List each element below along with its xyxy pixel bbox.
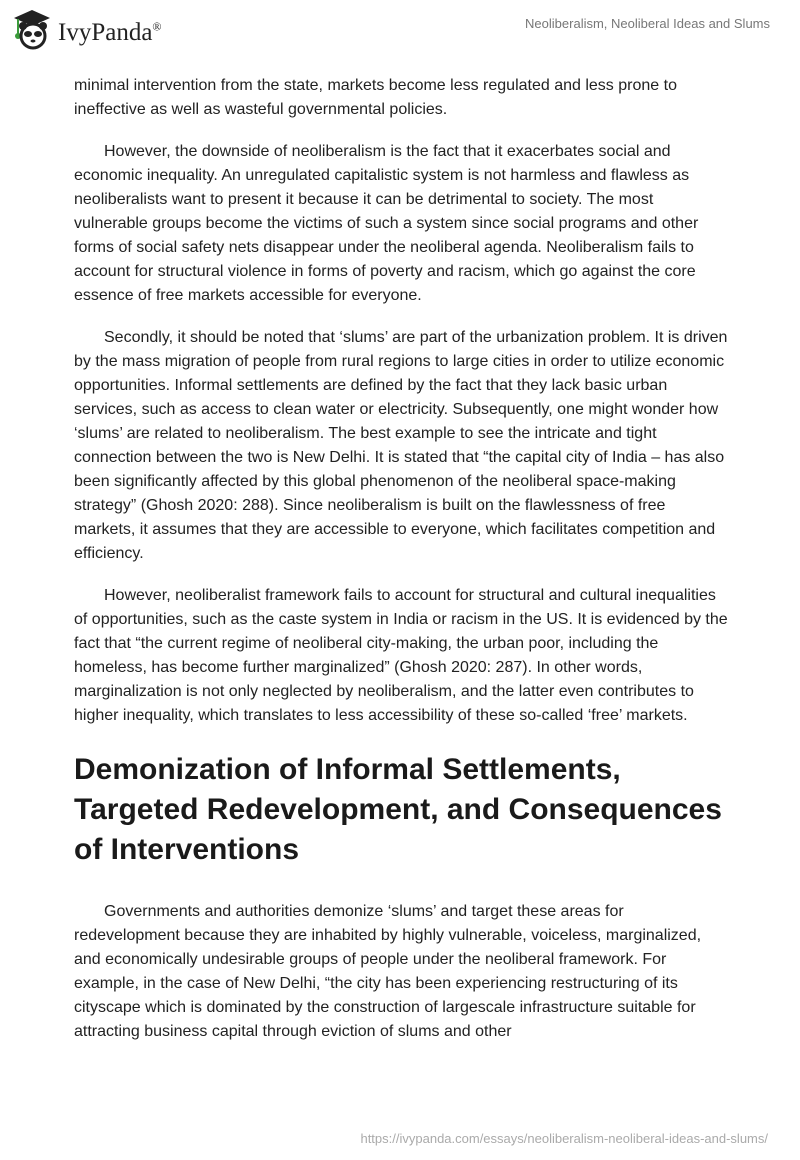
document-title: Neoliberalism, Neoliberal Ideas and Slums (525, 16, 770, 31)
page-header (0, 0, 800, 60)
paragraph: Governments and authorities demonize ‘slums’ and target these areas for redevelopment because they are inhabited by highly vulnerable, voiceless, marginalized, and economically undesirable groups of people under the neoliberal framework. For example, in the case of New Delhi, “the city has been experiencing restructuring of its cityscape which is dominated by the construction of largescale infrastructure suitable for attracting business capital through eviction of slums and other (74, 903, 702, 1040)
panda-graduate-icon (12, 8, 52, 50)
paragraph: minimal intervention from the state, markets become less regulated and less prone to ineffective as well as wasteful governmental policies. (74, 77, 677, 118)
source-url[interactable]: https://ivypanda.com/essays/neoliberalism-neoliberal-ideas-and-slums/ (360, 1131, 768, 1146)
section-heading: Demonization of Informal Settlements, Targeted Redevelopment, and Consequences of Interventions (74, 753, 722, 866)
ivypanda-logo[interactable] (12, 8, 162, 50)
essay-body (74, 74, 730, 1062)
paragraph: However, neoliberalist framework fails to account for structural and cultural inequalities of opportunities, such as the caste system in India or racism in the US. It is evidenced by the fact that “the current regime of neoliberal city-making, the urban poor, including the homeless, has become further marginalized” (Ghosh 2020: 287). In other words, marginalization is not only neglected by neoliberalism, and the latter even contributes to higher inequality, which translates to less accessibility of these so-called ‘free’ markets. (74, 587, 728, 724)
logo-text: IvyPanda® (58, 19, 162, 46)
paragraph: Secondly, it should be noted that ‘slums’ are part of the urbanization problem. It is driven by the mass migration of people from rural regions to large cities in order to utilize economic opportunities. Informal settlements are defined by the fact that they lack basic urban services, such as access to clean water or electricity. Subsequently, one might wonder how ‘slums’ are related to neoliberalism. The best example to see the intricate and tight connection between the two is New Delhi. It is stated that “the capital city of India – has also been significantly affected by this global phenomenon of the neoliberal space-making strategy” (Ghosh 2020: 288). Since neoliberalism is built on the flawlessness of free markets, it assumes that they are accessible to everyone, which facilitates competition and efficiency. (74, 329, 728, 562)
paragraph: However, the downside of neoliberalism is the fact that it exacerbates social and economic inequality. An unregulated capitalistic system is not harmless and flawless as neoliberalists want to present it because it can be detrimental to society. The most vulnerable groups become the victims of such a system since social programs and other forms of social safety nets disappear under the neoliberal agenda. Neoliberalism fails to account for structural violence in forms of poverty and racism, which go against the core essence of free markets accessible for everyone. (74, 143, 699, 304)
